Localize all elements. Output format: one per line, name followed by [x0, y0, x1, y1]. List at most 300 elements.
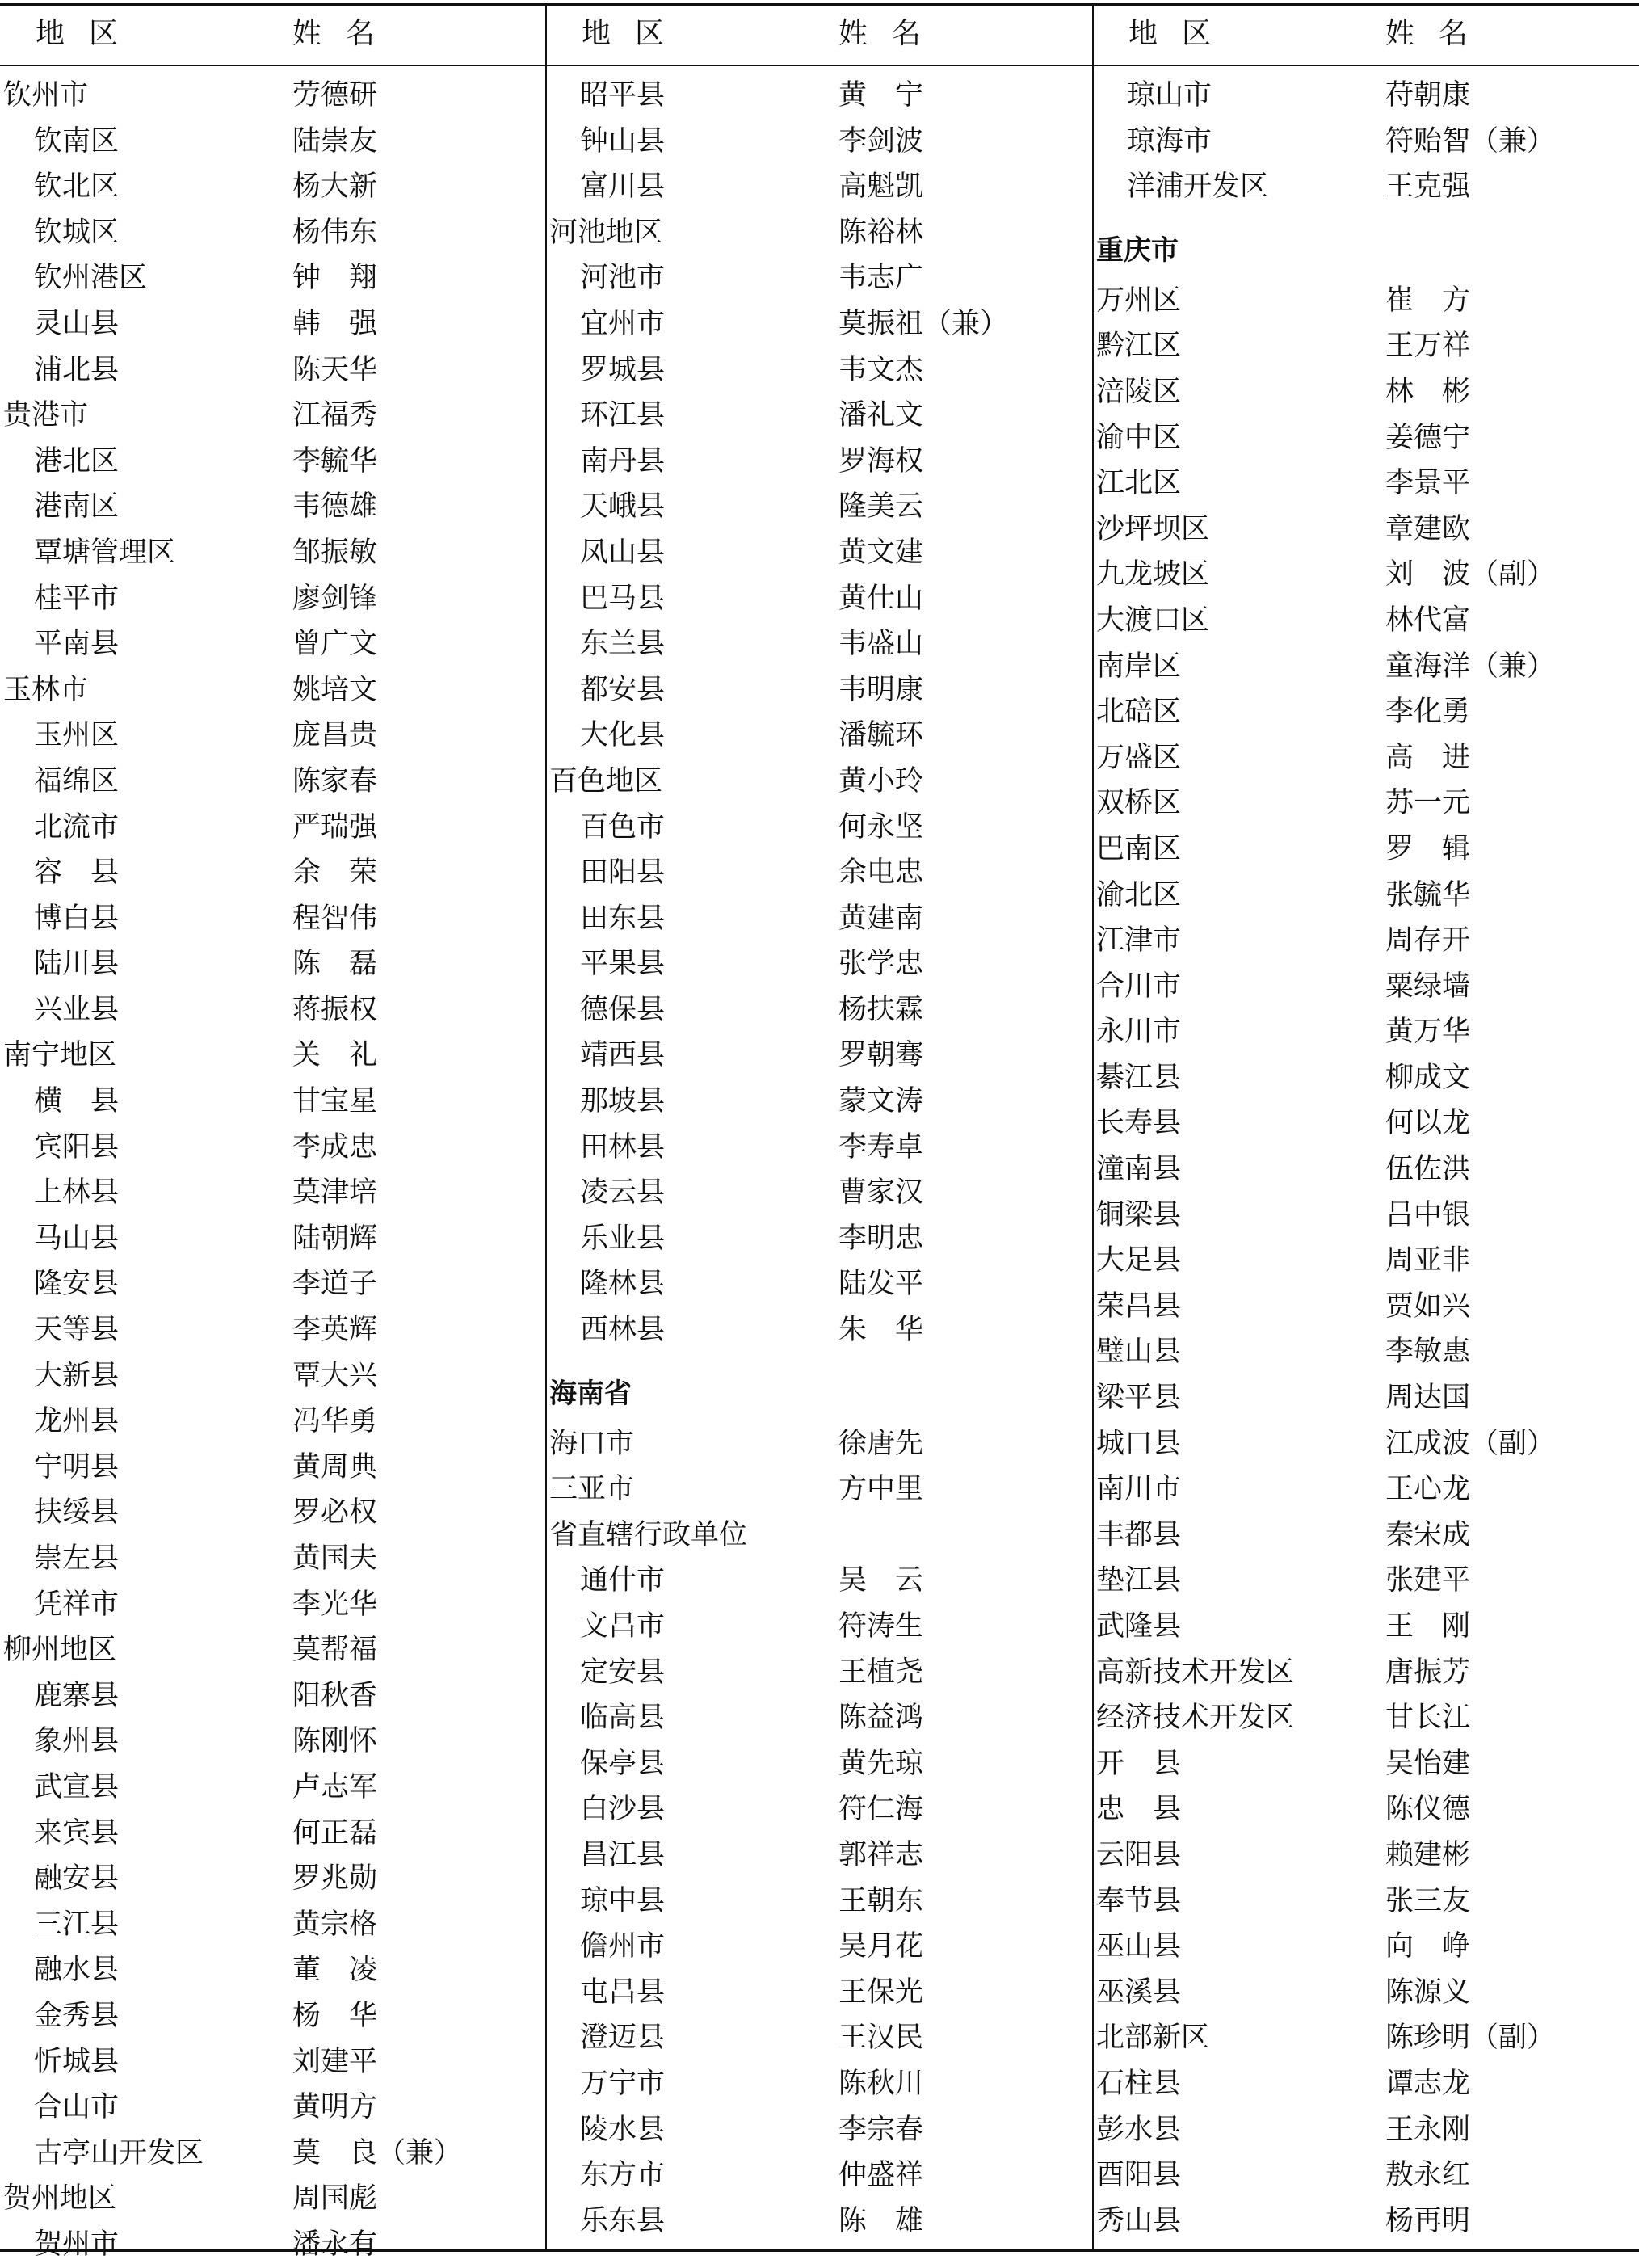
table-row — [1096, 2199, 1636, 2245]
region-name: 定安县 — [580, 1656, 666, 1689]
region-name: 灵山县 — [34, 307, 120, 340]
region-name: 钟山县 — [580, 124, 666, 158]
official-name: 李光华 — [292, 1588, 378, 1621]
region-name: 融安县 — [34, 1862, 120, 1896]
region-name: 柳州地区 — [3, 1634, 117, 1667]
region-name: 都安县 — [580, 673, 666, 706]
official-name: 陈裕林 — [838, 216, 924, 249]
region-name: 洋浦开发区 — [1127, 170, 1269, 204]
table-row — [3, 1170, 543, 1216]
region-name: 合山市 — [34, 2091, 120, 2124]
region-name: 北流市 — [34, 810, 120, 844]
table-row — [3, 1536, 543, 1582]
region-name: 璧山县 — [1096, 1336, 1182, 1369]
official-name: 陈刚怀 — [292, 1725, 378, 1758]
region-name: 横 县 — [34, 1085, 120, 1118]
official-name: 符仁海 — [838, 1793, 924, 1826]
official-name: 陈仪德 — [1385, 1793, 1471, 1826]
column-header — [3, 0, 543, 65]
region-name: 屯昌县 — [580, 1976, 666, 2009]
official-name: 韦文杰 — [838, 353, 924, 386]
official-name: 林代富 — [1385, 604, 1471, 637]
table-row — [1096, 1238, 1636, 1284]
official-name: 朱 华 — [838, 1314, 924, 1347]
region-name: 琼中县 — [580, 1884, 666, 1917]
official-name: 李成忠 — [292, 1130, 378, 1163]
region-name: 容 县 — [34, 856, 120, 890]
official-name: 王万祥 — [1385, 330, 1471, 363]
table-row — [3, 759, 543, 805]
table-row — [1096, 2061, 1636, 2107]
table-row — [3, 1856, 543, 1902]
region-name: 忻城县 — [34, 2045, 120, 2078]
official-name: 张毓华 — [1385, 878, 1471, 911]
table-row — [3, 1033, 543, 1079]
region-name: 港北区 — [34, 444, 120, 478]
table-row — [1096, 1970, 1636, 2016]
official-name: 王保光 — [838, 1976, 924, 2009]
table-row — [549, 1650, 1089, 1696]
official-name: 程智伟 — [292, 902, 378, 935]
table-row — [3, 119, 543, 165]
region-name: 省直辖行政单位 — [549, 1518, 748, 1551]
official-name: 甘宝星 — [292, 1085, 378, 1118]
official-name: 李寿卓 — [838, 1130, 924, 1163]
official-name: 陈益鸿 — [838, 1702, 924, 1735]
table-row — [3, 987, 543, 1033]
official-name: 王 刚 — [1385, 1610, 1471, 1643]
table-row — [3, 347, 543, 393]
official-name: 赖建彬 — [1385, 1838, 1471, 1871]
column-divider-2 — [1092, 3, 1094, 2252]
table-row — [1096, 2107, 1636, 2153]
region-name: 东方市 — [580, 2159, 666, 2192]
region-name: 金秀县 — [34, 1999, 120, 2032]
official-name: 陈珍明（副） — [1385, 2022, 1556, 2055]
official-name: 隆美云 — [838, 490, 924, 524]
official-name: 李道子 — [292, 1268, 378, 1301]
table-row — [1096, 1466, 1636, 1513]
region-name: 铜梁县 — [1096, 1198, 1182, 1231]
column-2 — [549, 0, 1089, 2255]
table-row — [3, 484, 543, 530]
table-row — [1096, 873, 1636, 919]
table-row — [1096, 1284, 1636, 1330]
official-name: 秦宋成 — [1385, 1518, 1471, 1551]
table-row — [549, 941, 1089, 987]
region-name: 凤山县 — [580, 536, 666, 569]
name-header: 姓名 — [292, 17, 400, 50]
region-name: 来宾县 — [34, 1816, 120, 1849]
region-name: 西林县 — [580, 1314, 666, 1347]
region-name: 高新技术开发区 — [1096, 1656, 1295, 1689]
column-1 — [3, 0, 543, 2261]
official-name: 黄明方 — [292, 2091, 378, 2124]
official-name: 韦德雄 — [292, 490, 378, 524]
column-divider-1 — [545, 3, 547, 2252]
official-name: 曹家汉 — [838, 1176, 924, 1210]
official-name: 王心龙 — [1385, 1473, 1471, 1506]
region-name: 三亚市 — [549, 1473, 635, 1506]
region-name: 琼山市 — [1127, 79, 1212, 112]
table-row — [3, 1582, 543, 1628]
table-row — [1096, 781, 1636, 827]
table-row — [3, 667, 543, 713]
official-name: 陈 磊 — [292, 948, 378, 981]
official-name: 陆崇友 — [292, 124, 378, 158]
official-name: 杨扶霖 — [838, 993, 924, 1026]
official-name: 何正磊 — [292, 1816, 378, 1849]
official-name: 杨伟东 — [292, 216, 378, 249]
region-name: 钦州港区 — [34, 262, 148, 295]
region-name: 武宣县 — [34, 1770, 120, 1803]
official-name: 余电忠 — [838, 856, 924, 890]
region-name: 石柱县 — [1096, 2067, 1182, 2100]
table-row — [549, 301, 1089, 347]
table-row — [549, 1924, 1089, 1970]
official-name: 杨大新 — [292, 170, 378, 204]
official-name: 方中里 — [838, 1473, 924, 1506]
column-header — [549, 0, 1089, 65]
official-name: 钟 翔 — [292, 262, 378, 295]
region-name: 罗城县 — [580, 353, 666, 386]
official-name: 李明忠 — [838, 1222, 924, 1255]
official-name: 杨再明 — [1385, 2204, 1471, 2237]
region-header: 地区 — [1128, 17, 1236, 50]
table-row — [1096, 1329, 1636, 1375]
official-name: 徐唐先 — [838, 1427, 924, 1460]
official-name: 黄文建 — [838, 536, 924, 569]
table-row — [3, 1993, 543, 2039]
table-row — [549, 1786, 1089, 1832]
official-name: 黄国夫 — [292, 1542, 378, 1575]
official-name: 何永坚 — [838, 810, 924, 844]
official-name: 曾广文 — [292, 628, 378, 661]
official-name: 罗必权 — [292, 1496, 378, 1530]
region-name: 长寿县 — [1096, 1107, 1182, 1140]
region-name: 南宁地区 — [3, 1039, 117, 1072]
column-header — [1096, 0, 1636, 65]
official-name: 粟绿墙 — [1385, 970, 1471, 1003]
table-row — [549, 1125, 1089, 1171]
official-name: 韦明康 — [838, 673, 924, 706]
region-name: 贵港市 — [3, 399, 89, 432]
official-name: 黄宗格 — [292, 1908, 378, 1941]
table-row — [3, 210, 543, 256]
official-name: 黄仕山 — [838, 582, 924, 615]
region-name: 巴南区 — [1096, 832, 1182, 865]
table-row — [1096, 1741, 1636, 1787]
table-row — [549, 210, 1089, 256]
table-row — [549, 1832, 1089, 1879]
official-name: 陈秋川 — [838, 2067, 924, 2100]
official-name: 莫振祖（兼） — [838, 307, 1009, 340]
region-name: 云阳县 — [1096, 1838, 1182, 1871]
region-name: 扶绥县 — [34, 1496, 120, 1530]
table-row — [1096, 369, 1636, 415]
region-name: 福绵区 — [34, 764, 120, 797]
table-row — [3, 255, 543, 301]
region-name: 百色地区 — [549, 764, 663, 797]
table-row — [1096, 552, 1636, 598]
official-name: 吴月花 — [838, 1930, 924, 1963]
region-name: 澄迈县 — [580, 2022, 666, 2055]
region-name: 大渡口区 — [1096, 604, 1210, 637]
official-name: 王克强 — [1385, 170, 1471, 204]
table-row — [1096, 1055, 1636, 1101]
region-name: 德保县 — [580, 993, 666, 1026]
region-name: 万盛区 — [1096, 741, 1182, 774]
table-row — [1096, 964, 1636, 1010]
row-list — [3, 73, 543, 2268]
region-name: 玉州区 — [34, 719, 120, 752]
region-name: 巴马县 — [580, 582, 666, 615]
region-name: 玉林市 — [3, 673, 89, 706]
official-name: 江福秀 — [292, 399, 378, 432]
region-name: 钦州市 — [3, 79, 89, 112]
table-row — [549, 805, 1089, 851]
region-name: 环江县 — [580, 399, 666, 432]
table-row — [1096, 164, 1636, 210]
official-name: 林 彬 — [1385, 375, 1471, 408]
region-name: 黔江区 — [1096, 330, 1182, 363]
table-row — [549, 1307, 1089, 1353]
official-name: 蒙文涛 — [838, 1085, 924, 1118]
region-name: 大化县 — [580, 719, 666, 752]
region-name: 渝北区 — [1096, 878, 1182, 911]
region-name: 万州区 — [1096, 284, 1182, 317]
table-row — [549, 1695, 1089, 1741]
province-name: 重庆市 — [1096, 234, 1179, 267]
region-name: 鹿寨县 — [34, 1679, 120, 1712]
official-name: 江成波（副） — [1385, 1427, 1556, 1460]
official-name: 邹振敏 — [292, 536, 378, 569]
region-name: 琼海市 — [1127, 124, 1212, 158]
official-name: 郭祥志 — [838, 1838, 924, 1871]
column-3 — [1096, 0, 1636, 2255]
region-name: 万宁市 — [580, 2067, 666, 2100]
official-name: 廖剑锋 — [292, 582, 378, 615]
region-name: 彭水县 — [1096, 2113, 1182, 2146]
region-name: 通什市 — [580, 1564, 666, 1597]
table-row — [3, 1399, 543, 1445]
table-row — [1096, 2152, 1636, 2199]
official-name: 黄 宁 — [838, 79, 924, 112]
table-row — [1096, 1513, 1636, 1559]
table-row — [549, 530, 1089, 576]
table-row — [3, 1811, 543, 1857]
table-row — [549, 1513, 1089, 1559]
region-name: 钦北区 — [34, 170, 120, 204]
official-name: 潘礼文 — [838, 399, 924, 432]
region-name: 南丹县 — [580, 444, 666, 478]
table-row — [1096, 827, 1636, 873]
region-name: 永川市 — [1096, 1016, 1182, 1049]
official-name: 莫 良（兼） — [292, 2136, 463, 2169]
region-name: 綦江县 — [1096, 1061, 1182, 1094]
region-name: 马山县 — [34, 1222, 120, 1255]
official-name: 黄先琼 — [838, 1747, 924, 1780]
region-name: 覃塘管理区 — [34, 536, 176, 569]
official-name: 伍佐洪 — [1385, 1153, 1471, 1186]
official-name: 吴 云 — [838, 1564, 924, 1597]
table-row — [549, 1170, 1089, 1216]
official-name: 李宗春 — [838, 2113, 924, 2146]
official-name: 刘建平 — [292, 2045, 378, 2078]
table-row — [549, 621, 1089, 667]
table-row — [549, 896, 1089, 942]
region-name: 兴业县 — [34, 993, 120, 1026]
region-name: 江津市 — [1096, 924, 1182, 957]
region-name: 保亭县 — [580, 1747, 666, 1780]
table-row — [549, 255, 1089, 301]
region-name: 东兰县 — [580, 628, 666, 661]
table-row — [3, 1490, 543, 1536]
region-name: 那坡县 — [580, 1085, 666, 1118]
table-row — [549, 347, 1089, 393]
official-name: 韦盛山 — [838, 628, 924, 661]
official-name: 关 礼 — [292, 1039, 378, 1072]
table-row — [549, 1421, 1089, 1467]
region-name: 巫溪县 — [1096, 1976, 1182, 2009]
official-name: 罗兆勋 — [292, 1862, 378, 1896]
table-row — [549, 1741, 1089, 1787]
table-row — [549, 987, 1089, 1033]
table-row — [3, 2039, 543, 2085]
table-row — [3, 1125, 543, 1171]
table-row — [1096, 1650, 1636, 1696]
table-row — [3, 2222, 543, 2268]
official-name: 潘永有 — [292, 2228, 378, 2261]
official-name: 刘 波（副） — [1385, 558, 1556, 591]
table-row — [549, 2152, 1089, 2199]
region-name: 海口市 — [549, 1427, 635, 1460]
table-row — [3, 1765, 543, 1811]
region-name: 田林县 — [580, 1130, 666, 1163]
official-name: 李毓华 — [292, 444, 378, 478]
region-name: 浦北县 — [34, 353, 120, 386]
region-name: 靖西县 — [580, 1039, 666, 1072]
official-name: 黄建南 — [838, 902, 924, 935]
region-name: 大新县 — [34, 1359, 120, 1392]
region-name: 双桥区 — [1096, 787, 1182, 820]
region-name: 陵水县 — [580, 2113, 666, 2146]
region-name: 钦城区 — [34, 216, 120, 249]
region-name: 田东县 — [580, 902, 666, 935]
official-name: 敖永红 — [1385, 2159, 1471, 2192]
official-name: 陈天华 — [292, 353, 378, 386]
province-heading — [549, 1365, 1089, 1421]
official-name: 陆朝辉 — [292, 1222, 378, 1255]
table-row — [1096, 1009, 1636, 1055]
region-name: 南川市 — [1096, 1473, 1182, 1506]
official-name: 王朝东 — [838, 1884, 924, 1917]
official-name: 仲盛祥 — [838, 2159, 924, 2192]
official-name: 周国彪 — [292, 2182, 378, 2215]
region-name: 忠 县 — [1096, 1793, 1182, 1826]
official-name: 杨 华 — [292, 1999, 378, 2032]
table-row — [1096, 2015, 1636, 2061]
region-name: 凭祥市 — [34, 1588, 120, 1621]
region-name: 博白县 — [34, 902, 120, 935]
region-name: 昌江县 — [580, 1838, 666, 1871]
table-row — [549, 393, 1089, 439]
table-row — [3, 1261, 543, 1307]
table-row — [3, 530, 543, 576]
table-row — [3, 1079, 543, 1125]
official-name: 何以龙 — [1385, 1107, 1471, 1140]
region-name: 北碚区 — [1096, 696, 1182, 729]
region-name: 隆林县 — [580, 1268, 666, 1301]
table-row — [1096, 644, 1636, 690]
region-name: 河池市 — [580, 262, 666, 295]
region-name: 梁平县 — [1096, 1382, 1182, 1415]
region-name: 武隆县 — [1096, 1610, 1182, 1643]
region-name: 沙坪坝区 — [1096, 512, 1210, 545]
table-row — [549, 164, 1089, 210]
region-name: 象州县 — [34, 1725, 120, 1758]
table-row — [549, 1079, 1089, 1125]
official-name: 姜德宁 — [1385, 421, 1471, 454]
table-row — [1096, 323, 1636, 369]
table-row — [1096, 119, 1636, 165]
region-name: 巫山县 — [1096, 1930, 1182, 1963]
table-row — [549, 1604, 1089, 1650]
table-row — [3, 301, 543, 347]
official-name: 吕中银 — [1385, 1198, 1471, 1231]
region-name: 贺州地区 — [3, 2182, 117, 2215]
table-row — [3, 713, 543, 759]
province-heading — [1096, 221, 1636, 278]
table-row — [3, 1902, 543, 1948]
region-name: 垫江县 — [1096, 1564, 1182, 1597]
official-name: 黄小玲 — [838, 764, 924, 797]
table-row — [549, 119, 1089, 165]
table-row — [3, 805, 543, 851]
official-name: 严瑞强 — [292, 810, 378, 844]
province-name: 海南省 — [549, 1377, 632, 1410]
table-row — [3, 2085, 543, 2131]
region-name: 陆川县 — [34, 948, 120, 981]
official-name: 苏一元 — [1385, 787, 1471, 820]
region-name: 白沙县 — [580, 1793, 666, 1826]
table-row — [3, 393, 543, 439]
official-name: 周亚非 — [1385, 1244, 1471, 1277]
table-row — [549, 1558, 1089, 1604]
table-row — [1096, 1147, 1636, 1193]
table-row — [549, 759, 1089, 805]
table-row — [3, 164, 543, 210]
official-name: 崔 方 — [1385, 284, 1471, 317]
table-row — [549, 713, 1089, 759]
official-name: 苻朝康 — [1385, 79, 1471, 112]
official-name: 张三友 — [1385, 1884, 1471, 1917]
region-name: 天等县 — [34, 1314, 120, 1347]
official-name: 章建欧 — [1385, 512, 1471, 545]
region-name: 经济技术开发区 — [1096, 1702, 1295, 1735]
table-row — [549, 1261, 1089, 1307]
table-row — [3, 1445, 543, 1491]
region-name: 奉节县 — [1096, 1884, 1182, 1917]
region-name: 荣昌县 — [1096, 1290, 1182, 1323]
table-row — [549, 576, 1089, 622]
official-name: 符涛生 — [838, 1610, 924, 1643]
region-name: 凌云县 — [580, 1176, 666, 1210]
table-row — [3, 439, 543, 485]
region-name: 城口县 — [1096, 1427, 1182, 1460]
region-name: 港南区 — [34, 490, 120, 524]
region-name: 开 县 — [1096, 1747, 1182, 1780]
